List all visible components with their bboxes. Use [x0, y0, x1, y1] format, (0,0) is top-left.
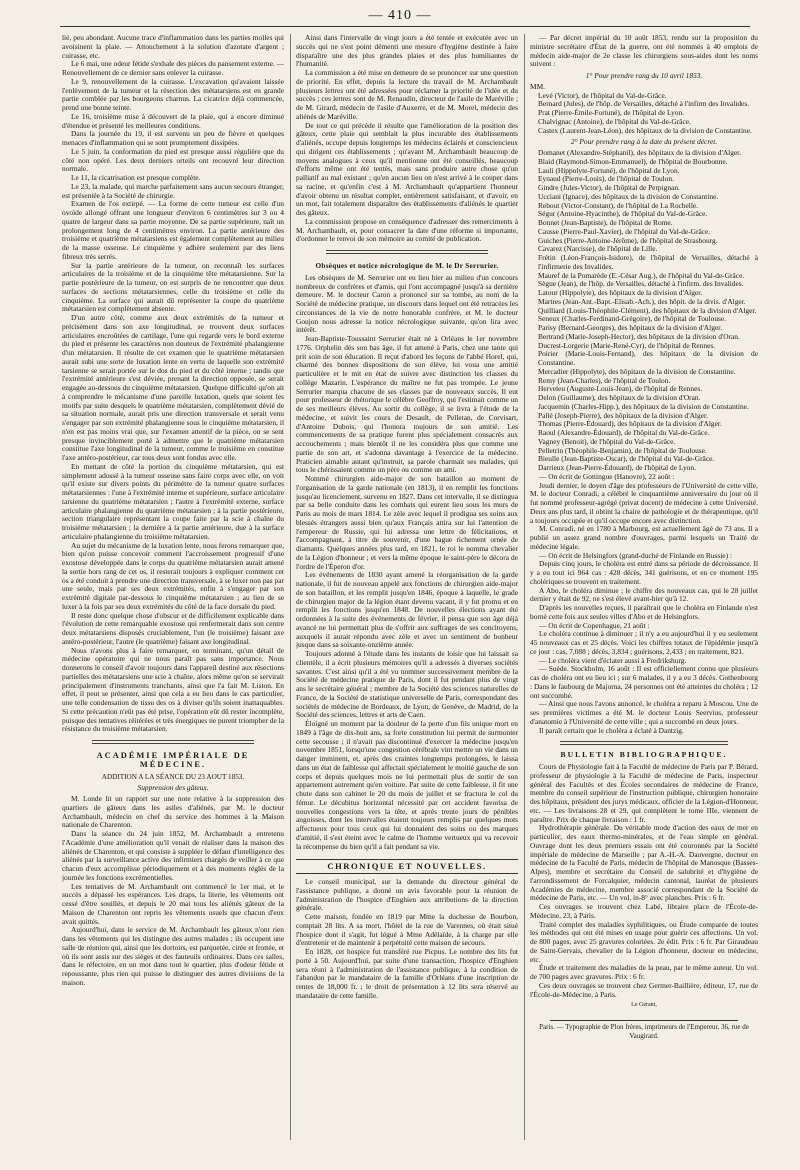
paragraph: En 1828, cet hospice fut transféré rue Picpus. Le nombre des lits fut porté à 50. Aujourd'hui, par suite d'une transaction, l'hospice d'Enghien sera réuni à l'administration de l'assistance publique, à la condition de l'abandon par le mandataire de la famille d'Orléans d'une inscription de rentes de 18,000 fr. ; le droit de présentation à 12 lits sera réservé au mandataire de cette famille.: [296, 947, 518, 1000]
list-item: Delon (Guillaume), des hôpitaux de la division d'Oran.: [538, 393, 701, 402]
paragraph: Il reste donc quelque chose d'obscur et de difficilement explicable dans l'évolution de cette remarquable exostose qui renfermerait dans son centre deux métatarsiens disposés cruciablement, l'un (le troisième) faisant axe antéro-postérieur, l'autre (le quatrième) faisant axe longitudinal.: [62, 610, 284, 646]
news-paragraph: Jeudi dernier, le doyen d'âge des professeurs de l'Université de cette ville, M. le docteur Conradi, a célébré le cinquantième anniversaire du jour où il fut nommé professeur-agrégé (privat docent) de médecine à cette Université. Deux ans plus tard, il obtint la chaire de pathologie et de thérapeutique, qu'il a toujours occupée et qu'il occupe encore avec distinction.: [530, 480, 758, 525]
section-divider: [326, 250, 488, 254]
news-paragraph: D'après les nouvelles reçues, il paraîtrait que le choléra en Finlande n'est borné cette fois aux seules villes d'Abo et de Helsingfors.: [530, 603, 758, 621]
list-item: Cavarez (Narcisse), de l'hôpital de Lille.: [538, 244, 658, 254]
printer-imprint: Paris. — Typographie de Plon frères, imprimeurs de l'Empereur, 36, rue de Vaugirard.: [539, 1023, 749, 1040]
section-heading-obituary: Obsèques et notice nécrologique de M. le Dr Serrurier.: [315, 262, 499, 270]
rank-heading-2: 2° Pour prendre rang à la date du présent décret.: [570, 137, 718, 147]
paragraph: Nous n'avons plus à faire remarquer, en terminant, qu'un détail de médecine opératoire qui ne nous paraît pas sans importance. Nous donnerons le conseil d'avoir toujours dans l'appareil destiné aux résections partielles des métatarsiens une scie à chaîne, alors même qu'on se servirait principalement d'instruments tranchants, ainsi que l'a fait M. Liston. En effet, il peut se présenter, ainsi que cela a eu lieu dans le cas particulier, une telle condensation de tissu des os à diviser qu'ils soient inattaquables. Si cette précaution n'eût pas été prise, l'opération eût dû rester incomplète, puisque des tentatives réitérées et très énergiques ne purent triompher de la résistance du troisième métatarsien.: [62, 645, 284, 734]
news-paragraph: Depuis cinq jours, le choléra est entré dans sa période de décroissance. Il y a eu tout ici 964 cas : 428 décès, 341 guérisons, et en ce moment 195 cholériques se trouvent en traitement.: [530, 559, 758, 586]
paragraph: Nommé chirurgien aide-major de son bataillon au moment de l'organisation de la garde nationale (en 1813), il en remplit les fonctions jusqu'au licenciement, survenu en 1827. Dans cet intervalle, il se distingua par sa belle conduite dans les combats qui eurent lieu sous les murs de Paris au mois de mars 1814. Le zèle avec lequel il prodigua ses soins aux blessés étrangers aussi bien qu'aux Français attira sur lui l'attention de l'empereur de Russie, qui lui adressa une lettre de félicitations, et l'accompagnant, à titre de souvenir, d'une bague richement ornée de diamants. Quelques années plus tard, en 1821, le roi le nomma chevalier de la Légion d'honneur ; et vers la même époque le saint-père le décora de l'ordre de l'Éperon d'or.: [296, 474, 518, 571]
list-item: Prat (Pierre-Émile-Fortuné), de l'hôpital de Lyon.: [538, 108, 685, 117]
paragraph: En mettant de côté la portion du cinquième métatarsien, qui est simplement adossé à la tumeur osseuse sans faire corps avec elle, on voit qu'il existe sur divers points du périmètre de la tumeur quatre surfaces métatarsiennes : l'une à l'extrémité interne et supérieure, surface articulaire tarsienne du quatrième métatarsien ; l'autre à l'extrémité externe, surface articulaire phalangienne du quatrième métatarsien ; à la partie postérieure, section triangulaire représentant la coupe faite par la scie à chaîne du troisième métatarsien ; la dernière à la partie antérieure, due à la surface articulaire phalangienne du troisième métatarsien.: [62, 461, 284, 541]
list-item: Rebout (Victor-Constant), de l'hôpital de La Rochelle.: [538, 200, 699, 210]
column-divider-1: [290, 34, 291, 1140]
list-item: Vagney (Benoit), de l'hôpital du Val-de-Grâce.: [538, 436, 676, 446]
paragraph: La commission propose en conséquence d'adresser des remerciments à M. Archambault, et, pour consacrer la date d'une réforme si importante, d'ordonner le renvoi de son mémoire au comité de publication.: [296, 216, 518, 244]
header-rule: [60, 26, 750, 27]
paragraph: Au sujet du mécanisme de la luxation lente, nous ferons remarquer que, bien qu'on puisse concevoir comment l'accroissement progressif d'une exostose développée dans le corps du quatrième métatarsien aurait amené la sortie hors rang de cet os, il resterait toujours à expliquer comment cet os a été conduit à prendre une direction transversale, à se luxer non pas par une seule, mais par ses deux extrémités, enfin à s'engager par son extrémité digitale par-dessous le cinquième métatarsien ; au lieu de se luxer à la fois par ses deux extrémités du côté de la face dorsale du pied.: [62, 540, 284, 611]
list-item: Causse (Pierre-Paul-Xavier), de l'hôpital du Val-de-Grâce.: [538, 226, 711, 236]
list-item: Gindre (Jules-Victor), de l'hôpital de Perpignan.: [538, 183, 680, 192]
paragraph: De tout ce qui précède il résulte que l'amélioration de la position des gâteux, cette plaie qui semblait la plus incurable des établissements d'aliénés, occupe depuis longtemps les médecins éclairés et consciencieux qui dirigent ces établissements ; qu'avant M. Archambault beaucoup de moyens analogues à ceux qu'il mentionne ont été conseillés, beaucoup d'efforts même ont été tentés, mais sans produire autre chose qu'un palliatif au mal existant ; qu'en aucun lieu on n'est arrivé à le couper dans sa racine, et qu'enfin c'est à M. Archambault qu'appartient l'honneur d'avoir obtenu un résultat complet, entièrement satisfaisant, et d'avoir, en un mot, fait totalement disparaître des établissements d'aliénés le quartier des gâteux.: [296, 120, 518, 217]
news-paragraph: — Ainsi que nous l'avons annoncé, le choléra a reparu à Moscou. Une de ses premières victimes a été M. le docteur Louis Seervius, professeur d'anatomie à l'Université de cette ville ; qui a succombé en deux jours.: [530, 699, 758, 726]
paragraph: Le 23, la malade, qui marche parfaitement sans aucun secours étranger, est présentée à la Société de chirurgie.: [62, 181, 284, 200]
column-divider-2: [524, 34, 525, 1140]
list-item: Bertrand (Marie-Joseph-Hector), des hôpitaux de la division d'Oran.: [538, 331, 740, 341]
paragraph: Jean-Baptiste-Toussaint Serrurier était né à Orléans le 1er novembre 1776. Orphelin dès son bas âge, il fut amené à Paris, chez une tante qui prit soin de son éducation. Il reçut d'abord les leçons de l'abbé Horel, qui, charmé des bonnes dispositions de son élève, lui voua une amitié particulière et le mit en état de suivre avec distinction les classes du collège Mazarin. L'espérance du maître ne fut pas trompée. Le jeune Serrurier marqua chacune de ses classes par de nouveaux succès. Il eut pour professeur de rhétorique le célèbre Geoffroy, qui l'estimait comme un de ses meilleurs élèves. Au sortir du collège, il se livra à l'étude de la médecine, et suivit les cours de Desault, de Pelletan, de Corvisart, d'Antoine Dubois, qui l'honora toujours de son amitié. Les commencements de sa pratique furent plus spécialement consacrés aux accouchements ; mais bientôt il ne les considéra plus que comme une partie de son art, et s'adonna davantage à l'exercice de la médecine. Praticien aimable autant qu'instruit, sa parole charmait ses malades, qui tous le chérissaient comme un père ou comme un ami.: [296, 334, 518, 475]
news-paragraph: M. Conradi, né en 1780 à Marbourg, est actuellement âgé de 73 ans. Il a publié un assez grand nombre d'ouvrages, parmi lesquels un Traité de médecine légale.: [530, 524, 758, 551]
list-item: Bieulle (Jean-Baptiste-Oscar), de l'hôpital du Val-de-Grâce.: [538, 454, 715, 464]
paragraph: Les tentatives de M. Archambault ont commencé le 1er mai, et le succès a dépassé les espérances. Les draps, la literie, les vêtements ont cessé d'être souillés, et depuis le 20 mai tous les aliénés gâteux de la Maison de Charenton ont repris les vêtements usuels que chacun d'eux avait quittés.: [62, 881, 284, 926]
list-item: Jacquemin (Charles-Hipp.), des hôpitaux de la division de Constantine.: [538, 401, 749, 411]
list-item: Lauli (Hippolyte-Fortuné), de l'hôpital de Lyon.: [538, 165, 680, 175]
paragraph: La commission a été mise en demeure de se prononcer sur une question de priorité. En effet, depuis la lecture du travail de M. Archambault plusieurs lettres ont été adressées pour réclamer la priorité de l'idée et du succès ; ces lettres sont de M. Renaudin, directeur de l'asile de Maréville ; de M. Girard, médecin de l'asile d'Auxerre, et de M. Morel, médecin des aliénés de Maréville.: [296, 68, 518, 121]
list-item: Mercadier (Hippolyte), des hôpitaux de la division de Constantine.: [538, 366, 736, 376]
paragraph: Éloigné un moment par la douleur de la perte d'un fils unique mort en 1849 à l'âge de dix-huit ans, sa forte constitution lui permit de surmonter cette secousse ; il n'avait pas discontinué d'exercer la médecine jusqu'en novembre 1851, lorsqu'une congestion cérébrale vint mettre un vie dans un danger imminent, et, après des craintes longtemps prolongées, le laissa dans un état de faiblesse qui affectait spécialement le moitié gauche de son corps et depuis quelques mois ne lui permettait plus de sortir de son appartement autrement qu'en voiture. Par suite de cette faiblesse, il fit une chute dans son cabinet le 20 du mois de juillet et se fractura le col du fémur. Le décubitus horizontal nécessité par cet accident favorisa de nouvelles congestions vers la tête, et après trente jours de pénibles angoisses, dont les intervalles étaient toujours remplis par quelques mots affectueux pour tous ceux qui lui donnaient des soins ou des marques d'amitié, il s'est éteint avec le calme de l'homme vertueux qui va recevoir la récompense du bien qu'il a fait pendant sa vie.: [296, 719, 518, 851]
footer-rule: [550, 1020, 738, 1021]
list-item: Chalvignac (Antoine), de l'hôpital du Val-de-Grâce.: [538, 116, 691, 126]
paragraph: Les obsèques de M. Serrurier ont eu lieu hier au milieu d'un concours nombreux de confrères et d'amis, qui l'ont accompagné jusqu'à sa dernière demeure. M. le docteur Caron a prononcé sur sa tombe, au nom de la Société de médecine pratique, un discours dans lequel ont été retracées les circonstances de la vie de notre honorable confrère, et M. le docteur Goujon nous adresse la notice nécrologique suivante, qu'on lira avec intérêt.: [296, 272, 518, 335]
section-divider: [560, 741, 728, 745]
list-item: Pelletrin (Théophile-Benjamin), de l'hôpital de Toulouse.: [538, 445, 707, 455]
topic-heading: Suppression des gâteux.: [137, 783, 209, 793]
list-item: Thomas (Pierre-Édouard), des hôpitaux de la division d'Alger.: [538, 419, 722, 429]
paragraph: Le 6 mai, une odeur fétide s'exhale des pièces du pansement externe. — Renouvellement de ce dernier sans enlever la cuirasse.: [62, 59, 284, 77]
footer-gerant: Le Gérant,: [631, 1002, 657, 1009]
paragraph: Le conseil municipal, sur la demande du directeur général de l'assistance publique, a donné un avis favorable pour la réunion de l'administration de l'hospice d'Enghien aux attributions de la direction générale.: [296, 877, 518, 913]
list-item: Frétin (Léon-François-Isidore), de l'hôpital de Versailles, détaché à l'infirmerie des Invalides.: [538, 253, 758, 271]
list-item: Domanet (Alexandre-Stéphanil), des hôpitaux de la division d'Alger.: [538, 148, 742, 157]
paragraph: — Par décret impérial du 10 août 1853, rendu sur la proposition du ministre secrétaire d'État de la guerre, ont été nommés à 40 emplois de médecin aide-major de 2e classe les chirurgiens sous-aides dont les noms suivent :: [530, 34, 758, 69]
news-paragraph: Il paraît certain que le choléra a éclaté à Dantzig.: [539, 725, 684, 735]
list-item: Blaid (Raymond-Simon-Emmanuel), de l'hôpital de Bourbonne.: [538, 156, 728, 166]
list-item: Remy (Jean-Charles), de l'hôpital de Toulon.: [538, 375, 671, 385]
paragraph: Sur la partie antérieure de la tumeur, on reconnaît les surfaces articulaires de la troisième et de la cinquième tête métatarsienne. Sur la partie postérieure de la tumeur, on est surpris de ne rencontrer que deux surfaces de sections métatarsiennes, celle du troisième et celle du cinquième. La surface qui aurait dû représenter la coupe du quatrième métatarsien est complètement absente.: [62, 260, 284, 314]
column-1: [62, 34, 284, 1152]
news-paragraph: — Suède. Stockholm, 16 août : Il est officiellement connu que plusieurs cas de choléra ont eu lieu ici ; sur 6 malades, il y a eu 3 décès. Gothenbourg : Dans le faubourg de Majorna, 24 personnes ont été atteintes du choléra ; 12 ont succombé.: [530, 664, 758, 700]
list-item: Darrieux (Jean-Pierre-Édouard), de l'hôpital de Lyon.: [538, 463, 696, 472]
list-item: Levé (Victor), de l'hôpital du Val-de-Grâce.: [538, 90, 667, 100]
list-item: Castex (Laurent-Jean-Léon), des hôpitaux de la division de Constantine.: [538, 125, 752, 135]
paragraph: Dans la séance du 24 juin 1852, M. Archambault a entretenu l'Académie d'une amélioration qu'il venait de réaliser dans la maison des aliénés de Charenton, et qui consiste à suppléer le défaut d'intelligence des aliénés par la surveillance active des infirmiers chargés de veiller à ce que chacun d'eux accomplisse périodiquement et à des moments réglés de la journée les fonctions excrémentielles.: [62, 829, 284, 882]
paragraph: Ainsi dans l'intervalle de vingt jours a été tentée et exécutée avec un succès qui ne s'est point démenti une mesure d'hygiène destinée à faire disparaître une des plus grandes plaies et des plus humiliantes de l'humanité.: [296, 34, 518, 69]
session-subheading: ADDITION A LA SÉANCE DU 23 AOUT 1853.: [101, 772, 245, 781]
list-item: Eynaud (Pierre-Louis), de l'hôpital de Toulon.: [538, 174, 674, 184]
list-item: Sègue (Jean), de l'hôp. de Versailles, détaché à l'infirm. des Invalides.: [538, 279, 744, 289]
list-item: Ségur (Antoine-Hyacinthe), de l'hôpital du Val-de-Grâce.: [538, 209, 708, 219]
section-heading-academie: ACADÉMIE IMPÉRIALE DE MÉDECINE.: [96, 751, 250, 769]
paragraph: Le 9, renouvellement de la cuirasse. L'excavation qu'avaient laissée l'enlèvement de la tumeur et la résection des métatarsiens est en grande partie comblée par les bourgeons charnus. La cicatrice déjà commencée, prend une bonne teinte.: [62, 76, 284, 112]
list-item: Bonnet (Jean-Baptiste), de l'hôpital de Rome.: [538, 218, 673, 227]
list-item: Raoul (Alexandre-Édouard), de l'hôpital du Val-de-Grâce.: [538, 428, 710, 437]
news-paragraph: — On écrit de Copenhague, 21 août :: [539, 620, 650, 630]
paragraph: Le 11, la cicatrisation est presque complète.: [71, 173, 201, 182]
news-paragraph: A Abo, le choléra diminue ; le chiffre des nouveaux cas, qui le 28 juillet dernier y était de 92, ne s'est élevé avant-hier qu'à 12.: [530, 585, 758, 604]
page-number: — 410 —: [368, 8, 432, 23]
list-item: Mauref de la Pomarède (E.-César Aug.), de l'hôpital du Val-de-Grâce.: [538, 270, 745, 280]
paragraph: Le 16, troisième mise à découvert de la plaie, qui a encore diminué d'étendue et présenté les meilleures conditions.: [62, 111, 284, 130]
paragraph: Le 5 juin, la conformation du pied est presque aussi régulière que du côté non opéré. Les deux derniers orteils ont recouvré leur direction normale.: [62, 146, 284, 174]
bib-entry: Cours de Physiologie fait à la Faculté de médecine de Paris par P. Bérard, professeur de physiologie à la Faculté de médecine de Paris, inspecteur général des Facultés et des Écoles secondaires de médecine de France, membre du conseil supérieur de l'instruction publique, chirurgien honoraire des hôpitaux, président des jurys médicaux, officier de la Légion-d'Honneur, etc. — Les livraisons 28 et 29, qui complètent le tome IIIe, viennent de paraître. Prix de chaque livraison : 1 fr.: [530, 762, 758, 824]
paragraph: Cette maison, fondée en 1819 par Mme la duchesse de Bourbon, comptait 28 lits. A sa mort, l'hôtel de la rue de Varennes, où était situé l'hospice dont il s'agit, fut légué à Mme Adélaïde, à la charge par elle d'entretenir et de maintenir à perpétuité cette maison de secours.: [296, 912, 518, 948]
column-3: [530, 34, 758, 1152]
bib-entry: Hydrothérapie générale. Du véritable mode d'action des eaux de mer en particulier, des eaux thermo-minérales, et de l'eau simple en général. Ouvrage dont les deux premiers essais ont été couronnés par la Société impériale de médecine de Marseille ; par A.-H.-A. Dauvergne, docteur en médecine de la Faculté de Paris, médecin de l'hôpital de Manosque (Basses-Alpes), membre et secrétaire du Conseil de salubrité et d'hygiène de l'arrondissement de Forcalquier, médecin cantonal, lauréat de plusieurs Académies de médecine, membre associé correspondant de la Société de médecine de Paris, etc. — Un vol. in-8° avec planches. Prix : 6 fr.: [530, 823, 758, 903]
paragraph: M. Londe lit un rapport sur une note relative à la suppression des quartiers de gâteux dans les asiles d'aliénés, par M. le docteur Archambault, médecin en chef du service des hommes à la Maison nationale de Charenton.: [62, 794, 284, 830]
bib-entry: Traité complet des maladies syphilitiques, ou Étude comparée de toutes les méthodes qui ont été mises en usage pour guérir ces affections. Un vol. de 800 pages, avec 25 gravures coloriées. 2e édit. Prix : 6 fr. Par Giraudeau de Saint-Gervais, chevalier de la Légion d'honneur, docteur en médecine, etc.: [530, 919, 758, 964]
paragraph: Examen de l'os extirpé. — La forme de cette tumeur est celle d'un ovoïde allongé offrant une longueur d'environ 6 centimètres sur 3 ou 4 quatre de largeur dans sa partie moyenne. De sa partie supérieure, naît un prolongement long de 4 centimètres environ. La partie antérieure des troisième et quatrième métatarsiens est également complètement au milieu de la masse osseuse. Le cinquième y adhère seulement par des liens fibreux très serrés.: [62, 199, 284, 261]
paragraph: D'un autre côté, comme aux deux extrémités de la tumeur et précisément dans son axe longitudinal, se trouvent deux surfaces articulaires encroûtées de cartilage, l'une qui regarde vers le bord externe du pied et présente les caractères non douteux de l'extrémité phalangienne d'un métatarsien. Il résulte de cet examen que le quatrième métatarsien aurait subi une sorte de luxation lente en vertu de laquelle son extrémité tarsienne se serait portée sur le dos du pied et du côté interne ; tandis que l'extrémité antérieure s'est déviée, prenant la direction opposée, se serait engagée au-dessous du cinquième métatarsien. Quelque difficulté qu'on ait à comprendre le mécanisme d'une pareille luxation, quels que soient les motifs par suite desquels le quatrième métatarsien, complètement dévié de sa situation normale, aurait pris une direction transversale et serait venu s'engager par son extrémité phalangienne sous le cinquième métatarsien, il n'en est pas moins vrai que, sur l'examen attentif de la pièce, on se sent presque invinciblement porté à admettre que le quatrième métatarsien constitue l'axe longitudinal de la tumeur, comme le troisième en constitue l'axe antéro-postérieur, car tous deux sont fondus avec elle.: [62, 313, 284, 462]
column-2: [296, 34, 518, 1152]
list-prefix: MM.: [530, 81, 545, 91]
list-item: Ucciani (Ignace), des hôpitaux de la division de Constantine.: [538, 191, 719, 201]
news-paragraph: — Le choléra vient d'éclater aussi à Fredrikshurg.: [539, 655, 687, 665]
list-item: Parisy (Bernard-Georges), des hôpitaux de la division d'Alger.: [538, 323, 723, 332]
list-item: Poirier (Marie-Louis-Fernand), des hôpitaux de la division de Constantine.: [538, 349, 758, 367]
list-item: Ducrest-Lorgerie (Marie-René-Cyr), de l'hôpital de Rennes.: [538, 340, 716, 350]
section-heading-chronique: CHRONIQUE ET NOUVELLES.: [296, 859, 518, 874]
news-paragraph: — On écrit de Helsingfors (grand-duché de Finlande en Russie) :: [539, 550, 732, 560]
list-item: Quilliard (Louis-Théophile-Clément), des hôpitaux de la division d'Alger.: [538, 305, 757, 315]
paragraph: Toujours adonné à l'étude dans les instants de loisir que lui laissait sa clientèle, il a écrit plusieurs mémoires qu'il a adressés à diverses sociétés savantes. C'est ainsi qu'il a été vu nommer successivement membre de la Société de médecine pratique de Paris, dont il fut pendant plus de vingt ans le secrétaire général ; membre de la Société des sciences naturelles de France, de la Société de statistique universelle de Paris, correspondant des sociétés de médecine de Bordeaux, de Lyon, de Genève, de Madrid, de la Société des sciences, lettres et arts de Caen.: [296, 649, 518, 720]
section-heading-bulletin: BULLETIN BIBLIOGRAPHIQUE.: [560, 750, 728, 760]
list-item: Guiches (Pierre-Antoine-Jérôme), de l'hôpital de Strasbourg.: [538, 235, 718, 245]
news-paragraph: Le choléra continue à diminuer ; il n'y a eu aujourd'hui il y eu seulement 45 nouveaux cas et 25 décès. Voici les chiffres totaux de l'épidémie jusqu'à ce jour : cas, 7,088 ; décès, 3,834 ; guérisons, 2,433 ; en traitement, 821.: [530, 629, 758, 656]
bib-entry: Ces ouvrages se trouvent chez Labé, libraire place de l'École-de-Médecine, 23, à Paris.: [530, 902, 758, 920]
news-paragraph: — On écrit de Gottingue (Hanovre), 22 août :: [539, 471, 675, 481]
bib-entry: Ces deux ouvrages se trouvent chez Germer-Baillière, éditeur, 17, rue de l'École-de-Médecine, à Paris.: [530, 980, 758, 999]
list-item: Bernard (Jules), de l'hôp. de Versailles, détaché à l'infirm des Invalides.: [538, 99, 750, 109]
list-item: Herveleu (Auguste-Louis-Jean), de l'hôpital de Rennes.: [538, 384, 703, 394]
paragraph: Dans la journée du 19, il est survenu un peu de fièvre et quelques menaces d'inflammation qui se sont promptement dissipées.: [62, 129, 284, 147]
list-item: Seneux (Charles-Ferdinand-Grégoire), de l'hôpital de Toulouse.: [538, 314, 727, 324]
bib-entry: Étude et traitement des maladies de la peau, par le même auteur. Un vol. de 700 pages avec gravures. Prix : 6 fr.: [530, 963, 758, 981]
section-divider: [92, 740, 254, 744]
list-item: Latour (Hippolyte), des hôpitaux de la division d'Alger.: [538, 288, 703, 297]
list-item: Pallé (Joseph-Pierre), des hôpitaux de la division d'Alger.: [538, 410, 708, 420]
paragraph: Les événements de 1830 ayant amené la réorganisation de la garde nationale, il fut de nouveau appelé aux fonctions de chirurgien aide-major de son bataillon, et les remplit jusqu'en 1846, époque à laquelle, le grade de chirurgien major de la légion étant devenu vacant, il y fut promu et en remplit les fonctions jusqu'en 1848. De nouvelles élections ayant été ordonnées à la suite des événements de février, il pensa que son âge déjà avancé ne lui permettait plus de s'offrir aux suffrages de ses concitoyens, auxquels il aurait répondu avec zèle et avec un sentiment de bonheur jusque dans sa soixante-onzième année.: [296, 570, 518, 650]
list-item: Martres (Jean-Ant.-Bapt.-Elisab.-Ach.), des hôpit. de la divis. d'Alger.: [538, 296, 746, 306]
rank-heading-1: 1° Pour prendre rang du 10 avril 1853.: [585, 71, 703, 80]
paragraph: lié, peu abondant. Aucune trace d'inflammation dans les parties molles qui avoisinent la plaie. — Attouchement à la solution d'azotate d'argent ; cuirasse, etc.: [62, 34, 284, 60]
paragraph: Aujourd'hui, dans le service de M. Archambault les gâteux n'ont rien dans les vêtements qui les distingue des autres malades ; ils occupent une salle de réunion qui, ainsi que les dortoirs, est parquetée, cirée et frottée, et où ils sont assis sur des sièges et des fauteuils ordinaires. Dans ces salles, dans le réfectoire, en un mot dans tout le quartier, plus d'odeur fétide et repoussante, plus rien qui puisse le distinguer des autres divisions de la maison.: [62, 925, 284, 987]
